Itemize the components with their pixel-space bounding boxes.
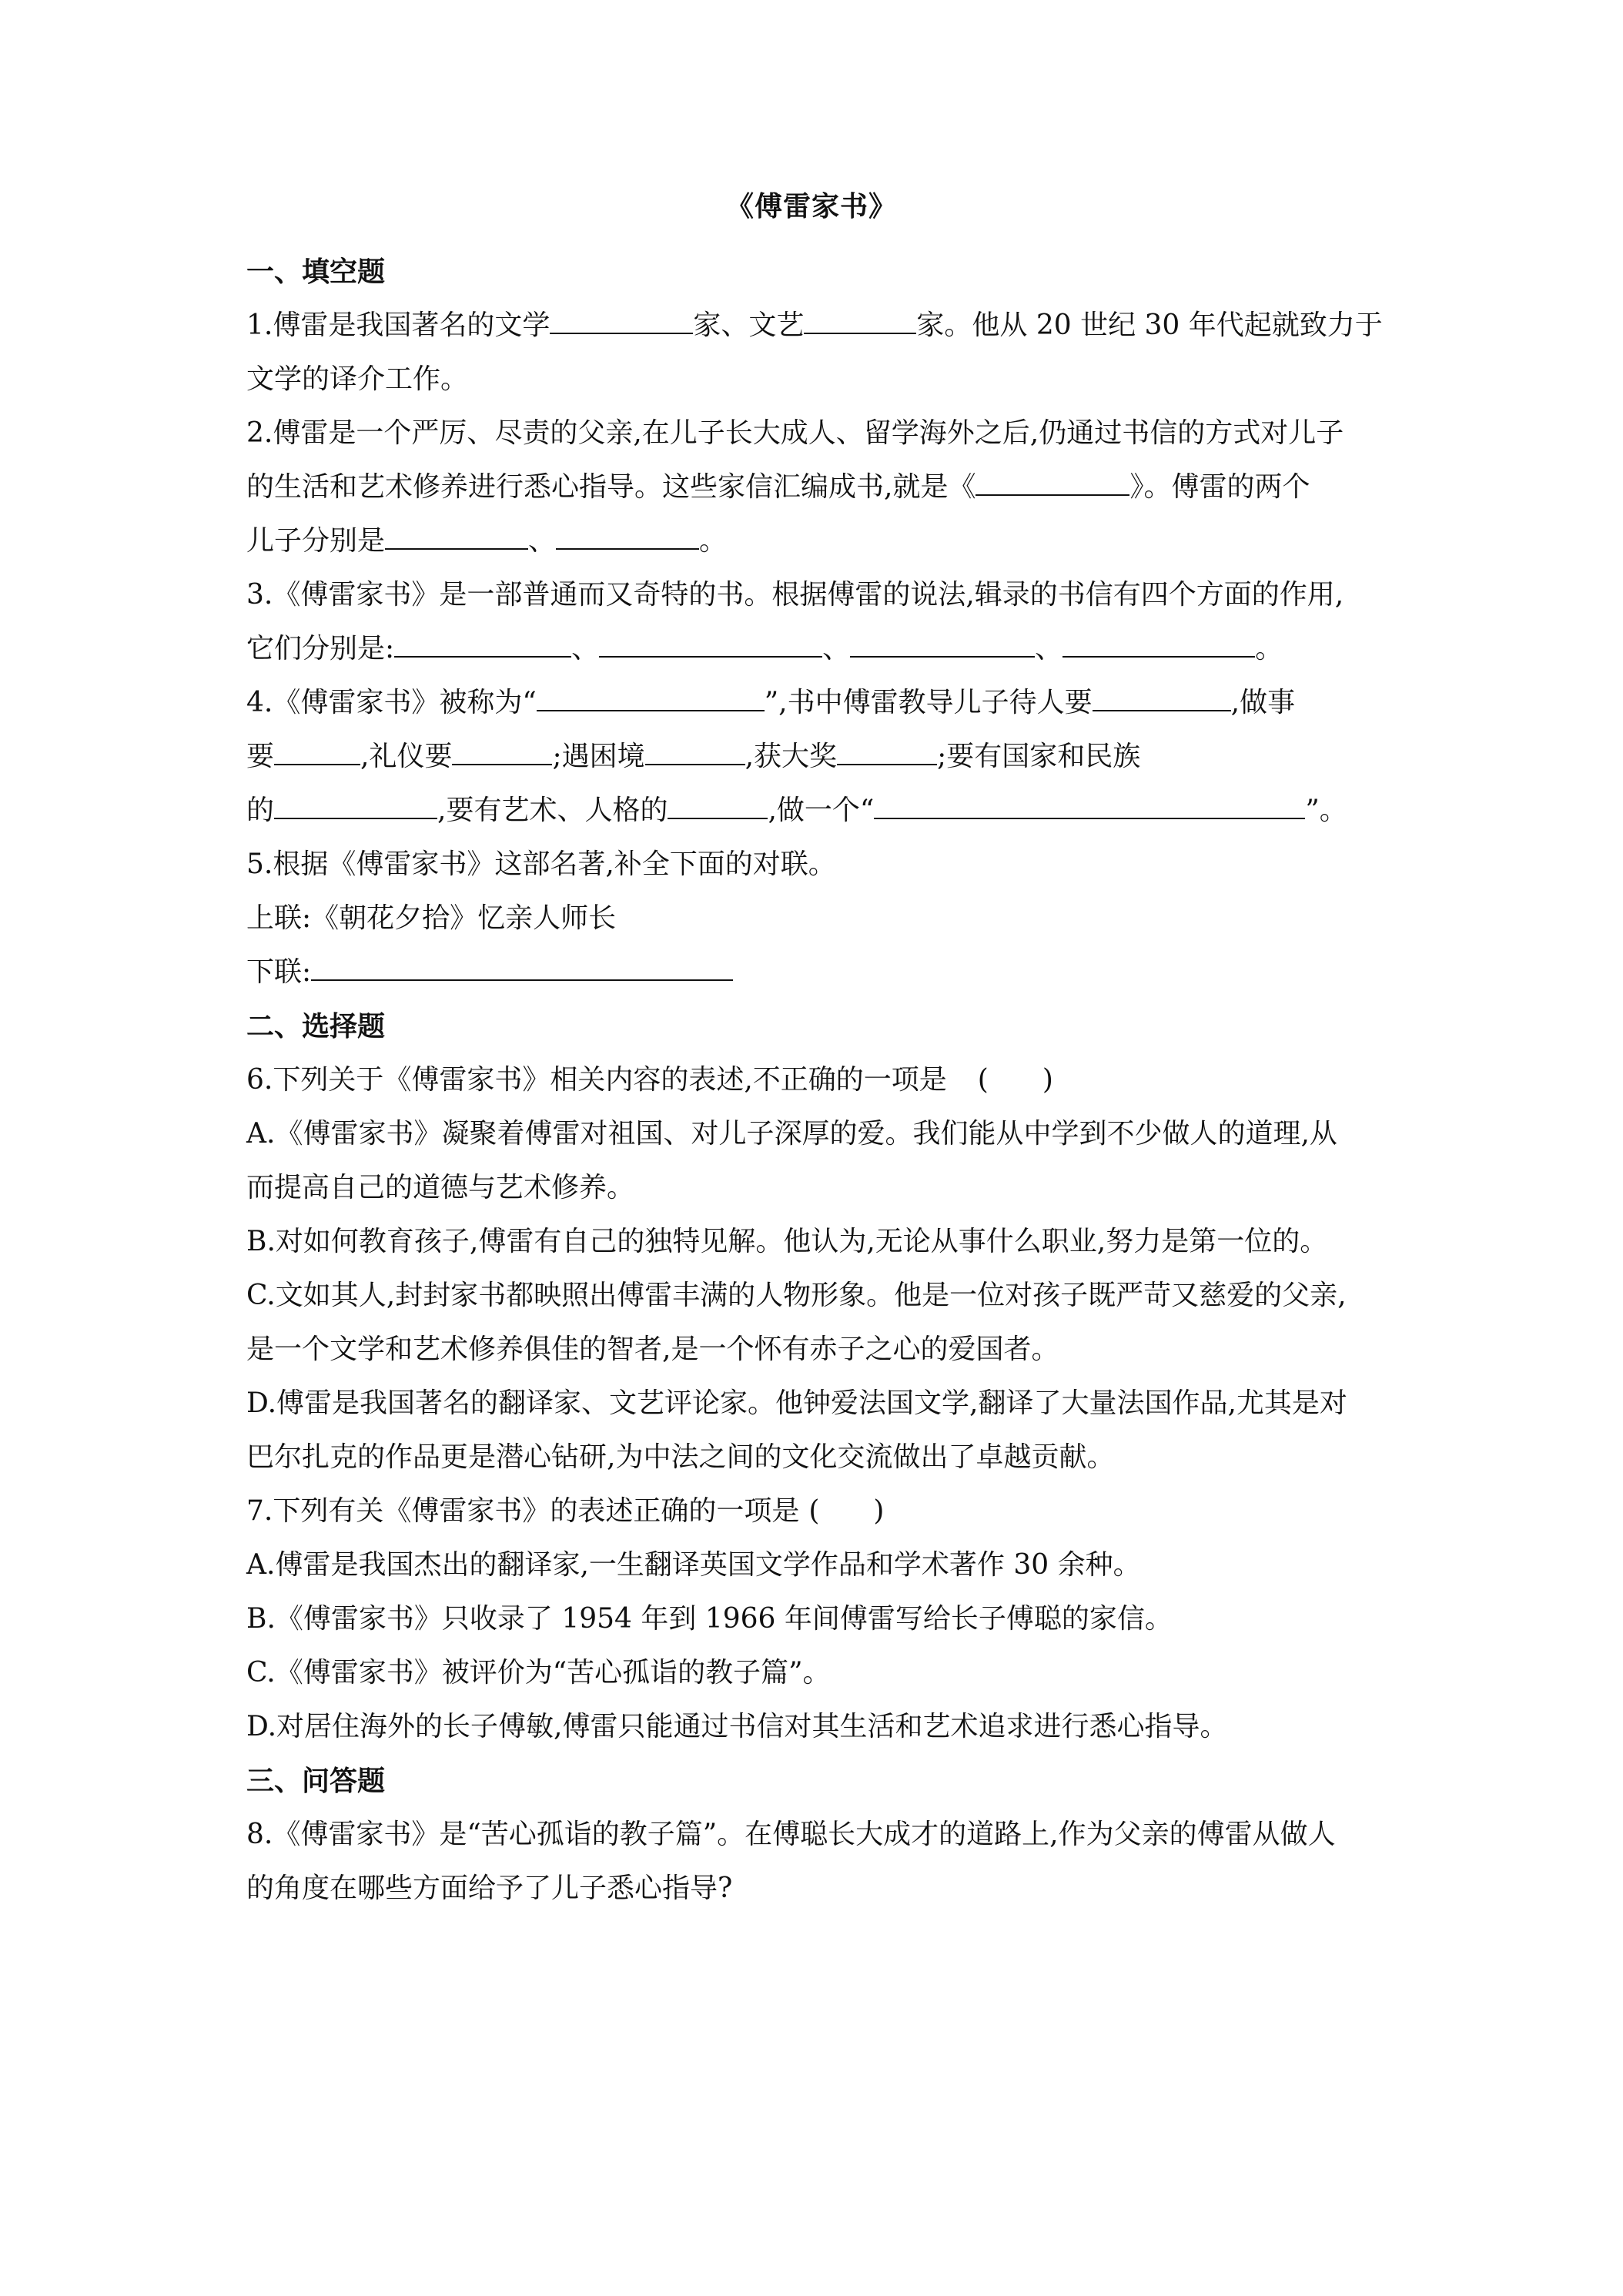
q1-text-b: 家、文艺 [693,310,805,341]
q6-option-c-line-1[interactable]: C.文如其人,封封家书都映照出傅雷丰满的人物形象。他是一位对孩子既严苛又慈爱的父亲, [246,1280,1347,1311]
q6-option-d-line-1[interactable]: D.傅雷是我国著名的翻译家、文艺评论家。他钟爱法国文学,翻译了大量法国作品,尤其是对 [246,1387,1347,1419]
q3-text-b: 它们分别是: [246,633,395,664]
q6-stem-text: 6.下列关于《傅雷家书》相关内容的表述,不正确的一项是 [246,1064,947,1096]
question-3-line-1 [246,568,1401,622]
q4-text-e: ,礼仪要 [360,741,453,772]
q3-blank-4[interactable] [1062,633,1255,658]
q4-text-l: ”。 [1305,795,1347,826]
q4-text-i: 的 [246,795,275,826]
question-8-line-2: 的角度在哪些方面给予了儿子悉心指导? [246,1873,733,1904]
q4-text-k: ,做一个“ [768,795,875,826]
q2-blank-book[interactable] [975,471,1129,496]
question-2-line-3 [246,514,1401,568]
question-1-line-1 [246,299,1401,353]
question-4-line-3 [246,784,1401,838]
question-8-line-1: 8.《傅雷家书》是“苦心孤诣的教子篇”。在傅聪长大成才的道路上,作为父亲的傅雷从做人 [246,1819,1336,1850]
q4-blank-award[interactable] [837,741,937,765]
q2-text-d: 儿子分别是 [246,525,386,557]
page-title: 《傅雷家书》 [725,190,897,223]
q4-blank-nation[interactable] [274,795,437,819]
q6-option-b[interactable]: B.对如何教育孩子,傅雷有自己的独特见解。他认为,无论从事什么职业,努力是第一位的。 [246,1226,1328,1257]
question-2-line-2 [246,460,1401,514]
q7-stem-text: 7.下列有关《傅雷家书》的表述正确的一项是 [246,1495,800,1527]
q7-option-b[interactable]: B.《傅雷家书》只收录了 1954 年到 1966 年间傅雷写给长子傅聪的家信。 [246,1603,1173,1635]
q4-text-b: ”,书中傅雷教导儿子待人要 [764,687,1093,718]
q4-text-h: ;要有国家和民族 [937,741,1141,772]
worksheet-content [246,245,1401,1916]
q3-blank-2[interactable] [599,633,822,658]
q4-blank-art-character[interactable] [668,795,768,819]
question-4-line-2 [246,730,1401,784]
q5-text-a: 5.根据《傅雷家书》这部名著,补全下面的对联。 [246,848,836,880]
q4-text-f: ;遇困境 [552,741,645,772]
question-4-line-1 [246,676,1401,730]
question-1-line-2 [246,353,1401,407]
q7-option-d[interactable]: D.对居住海外的长子傅敏,傅雷只能通过书信对其生活和艺术追求进行悉心指导。 [246,1711,1228,1742]
q2-text-f: 。 [699,525,728,557]
q7-option-a[interactable]: A.傅雷是我国杰出的翻译家,一生翻译英国文学作品和学术著作 30 余种。 [246,1549,1141,1581]
q1-text-c: 家。他从 20 世纪 30 年代起就致力于 [916,310,1383,341]
q4-blank-treat-people[interactable] [1093,687,1231,711]
question-3-line-2 [246,622,1401,676]
q2-blank-son-2[interactable] [556,525,699,550]
q5-upper: 上联:《朝花夕拾》忆亲人师长 [246,902,617,934]
q4-text-a: 4.《傅雷家书》被称为“ [246,687,537,718]
q6-paren-open: ( [977,1064,989,1096]
q4-text-c: ,做事 [1230,687,1296,718]
q4-blank-become[interactable] [874,795,1305,819]
q1-text-a: 1.傅雷是我国著名的文学 [246,310,550,341]
q1-text-d: 文学的译介工作。 [246,363,469,395]
question-5-upper-couplet [246,892,1401,946]
q2-text-c: 》。傅雷的两个 [1129,471,1310,503]
section-heading-short-answer: 三、问答题 [246,1765,386,1797]
q7-paren-close: ) [873,1495,885,1527]
q2-text-b: 的生活和艺术修养进行悉心指导。这些家信汇编成书,就是《 [246,471,976,503]
q3-blank-3[interactable] [850,633,1035,658]
q7-paren-open: ( [808,1495,820,1527]
q4-text-j: ,要有艺术、人格的 [437,795,668,826]
q6-option-c-line-2: 是一个文学和艺术修养俱佳的智者,是一个怀有赤子之心的爱国者。 [246,1334,1059,1365]
section-heading-multiple-choice: 二、选择题 [246,1010,386,1043]
q4-blank-nickname[interactable] [537,687,765,711]
q4-blank-hardship[interactable] [645,741,745,765]
q3-text-a: 3.《傅雷家书》是一部普通而又奇特的书。根据傅雷的说法,辑录的书信有四个方面的作用, [246,579,1344,611]
q3-blank-1[interactable] [394,633,571,658]
q3-text-f: 。 [1255,633,1283,664]
q4-text-g: ,获大奖 [745,741,838,772]
q6-option-a-line-1[interactable]: A.《傅雷家书》凝聚着傅雷对祖国、对儿子深厚的爱。我们能从中学到不少做人的道理,从 [246,1118,1337,1150]
q5-lower-label: 下联: [246,956,312,988]
question-2-line-1 [246,407,1401,460]
question-7-stem [246,1484,1401,1538]
q2-text-e: 、 [528,525,557,557]
q4-text-d: 要 [246,741,275,772]
q4-blank-work[interactable] [274,741,360,765]
q4-blank-etiquette[interactable] [452,741,552,765]
q6-option-a-line-2: 而提高自己的道德与艺术修养。 [246,1172,635,1203]
section-heading-fill-blank: 一、填空题 [246,256,386,288]
question-6-stem [246,1053,1401,1107]
q3-text-e: 、 [1035,633,1063,664]
q2-text-a: 2.傅雷是一个严厉、尽责的父亲,在儿子长大成人、留学海外之后,仍通过书信的方式对儿子 [246,417,1344,449]
q5-blank-lower[interactable] [311,956,733,981]
q2-blank-son-1[interactable] [385,525,528,550]
q6-option-d-line-2: 巴尔扎克的作品更是潜心钻研,为中法之间的文化交流做出了卓越贡献。 [246,1441,1115,1473]
question-5-line-1 [246,838,1401,892]
q1-blank-2[interactable] [804,310,916,334]
question-5-lower-couplet [246,946,1401,999]
q6-paren-close: ) [1042,1064,1053,1096]
q3-text-c: 、 [571,633,600,664]
q1-blank-1[interactable] [550,310,693,334]
q7-option-c[interactable]: C.《傅雷家书》被评价为“苦心孤诣的教子篇”。 [246,1657,831,1689]
q3-text-d: 、 [822,633,851,664]
